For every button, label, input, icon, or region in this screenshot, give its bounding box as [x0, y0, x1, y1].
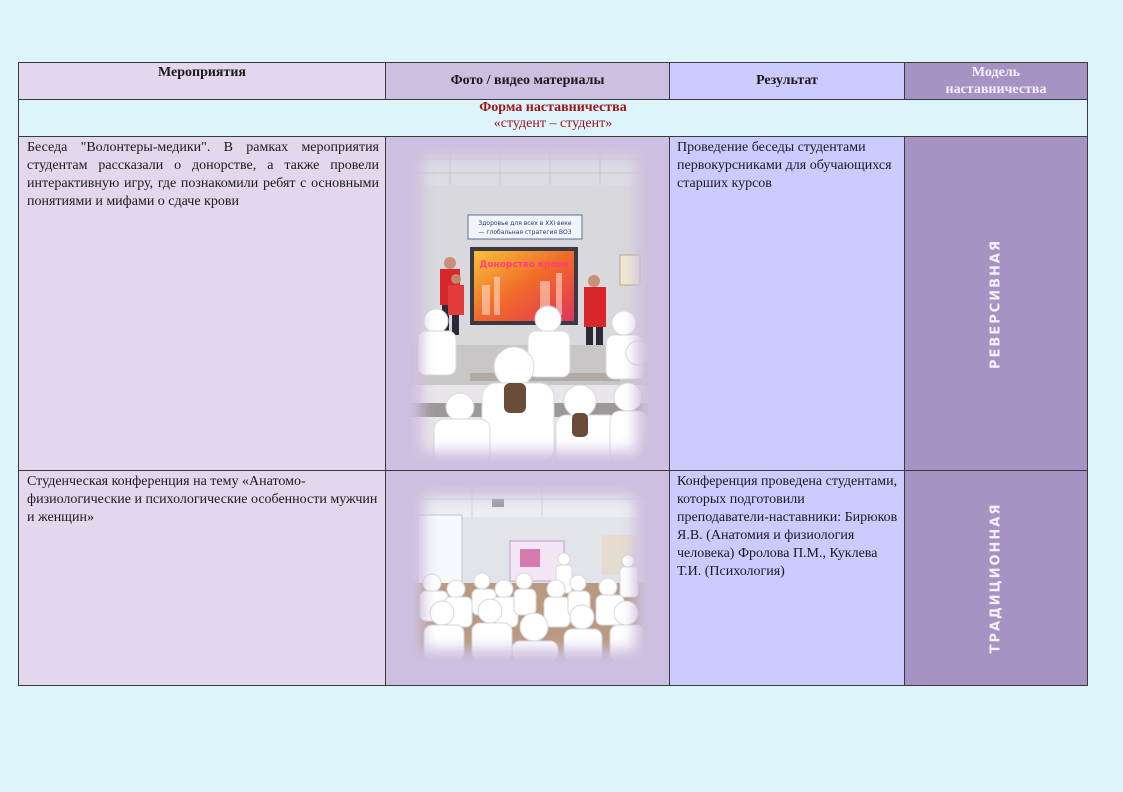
section-title: Форма наставничества	[479, 100, 627, 115]
header-events: Мероприятия	[19, 63, 386, 100]
poster-banner-line1: Здоровье для всех в XXI веке	[478, 220, 572, 227]
table-row	[19, 471, 1088, 686]
mentoring-table	[18, 62, 1088, 686]
model-label: ТРАДИЦИОННАЯ	[988, 502, 1004, 654]
model-cell	[905, 137, 1088, 471]
section-subtitle: «студент – студент»	[493, 116, 613, 131]
event-cell: Беседа "Волонтеры-медики". В рамках мероприятия студентам рассказали о донорстве, а также провели интерактивную игру, где познакомили ребят с основными понятиями и мифами о сдаче крови	[19, 137, 386, 471]
header-model: Модель наставничества	[905, 63, 1088, 100]
model-label: РЕВЕРСИВНАЯ	[988, 238, 1004, 369]
section-heading	[19, 100, 1088, 137]
volunteers-lecture-photo	[410, 145, 648, 463]
section-row	[19, 100, 1088, 137]
header-result: Результат	[670, 63, 905, 100]
event-cell: Студенческая конференция на тему «Анатомо-физиологические и психологические особенности мужчин и женщин»	[19, 471, 386, 686]
model-cell	[905, 471, 1088, 686]
conference-photo	[412, 485, 646, 661]
header-row	[19, 63, 1088, 100]
result-cell: Проведение беседы студентами первокурсниками для обучающихся старших курсов	[670, 137, 905, 471]
result-cell: Конференция проведена студентами, которых подготовили преподаватели-наставники: Бирюков Я.В. (Анатомия и физиология человека) Фролова П.М., Куклева Т.И. (Психология)	[670, 471, 905, 686]
table-row	[19, 137, 1088, 471]
media-cell	[386, 471, 670, 686]
screen-title: Донорство крови	[479, 260, 569, 270]
header-media: Фото / видео материалы	[386, 63, 670, 100]
media-cell	[386, 137, 670, 471]
poster-banner-line2: — глобальная стратегия ВОЗ	[478, 229, 572, 236]
